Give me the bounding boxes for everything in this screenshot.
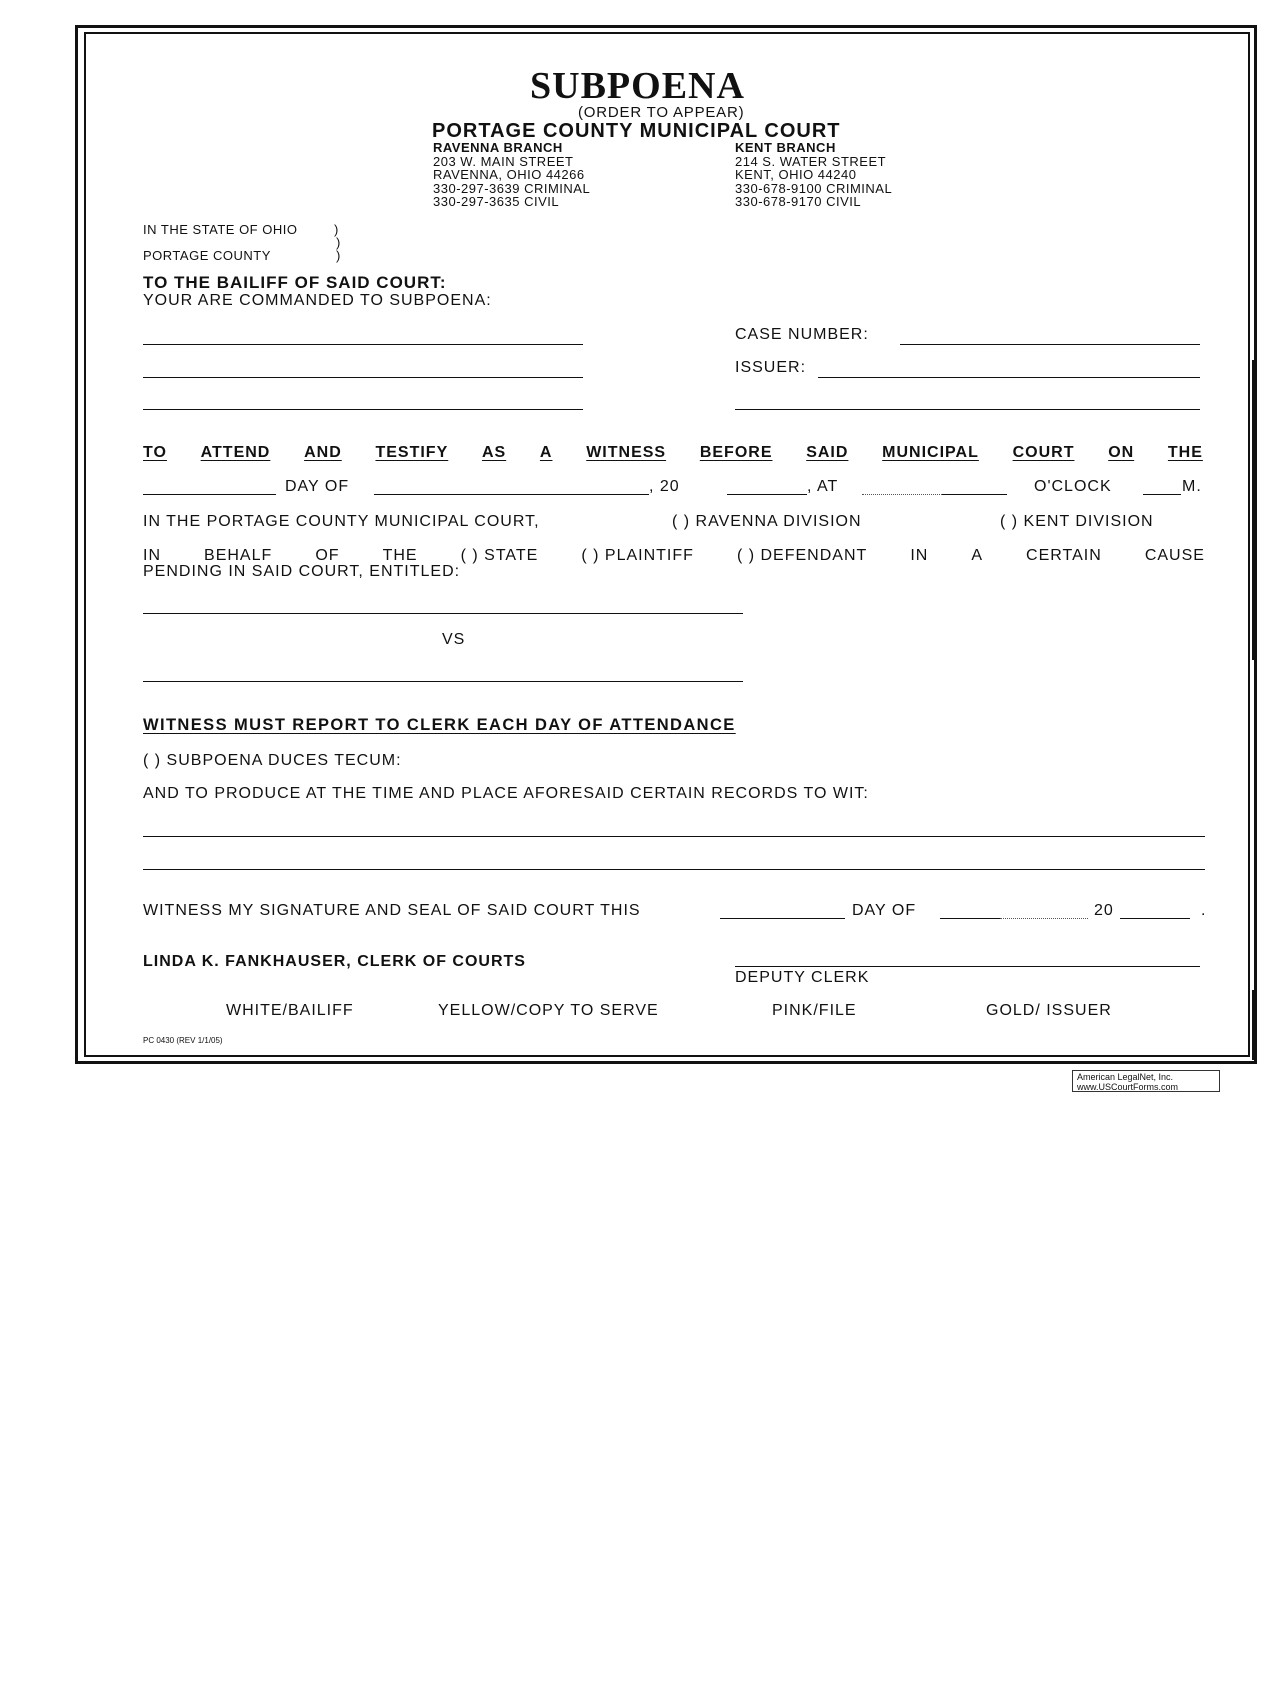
attend-day-field[interactable] xyxy=(143,494,276,495)
attend-word: ON xyxy=(1108,444,1135,461)
form-edge-mark-top xyxy=(1252,360,1257,660)
attend-month-field[interactable] xyxy=(374,494,649,495)
report-notice: WITNESS MUST REPORT TO CLERK EACH DAY OF ATTENDANCE xyxy=(143,716,736,734)
attend-statement xyxy=(143,444,1203,462)
copy-gold: GOLD/ ISSUER xyxy=(986,1002,1112,1019)
attend-word: BEFORE xyxy=(699,444,773,461)
attend-ampm-field[interactable] xyxy=(1143,494,1181,495)
signature-period: . xyxy=(1201,902,1207,919)
behalf-word: A xyxy=(971,547,984,564)
attend-word: SAID xyxy=(806,444,849,461)
attend-word: AS xyxy=(481,444,507,461)
attend-word: COURT xyxy=(1012,444,1075,461)
kent-civil-phone: 330-678-9170 CIVIL xyxy=(735,194,862,209)
attend-word: TESTIFY xyxy=(375,444,449,461)
attend-word: TO xyxy=(143,444,167,461)
behalf-word: CAUSE xyxy=(1144,547,1205,564)
attend-time-field[interactable] xyxy=(942,494,1007,495)
case-caption-defendant-line[interactable] xyxy=(143,681,743,682)
venue-state: IN THE STATE OF OHIO xyxy=(143,222,298,237)
behalf-word: IN xyxy=(143,547,161,564)
pending-text: PENDING IN SAID COURT, ENTITLED: xyxy=(143,563,461,580)
signature-year-field[interactable] xyxy=(1120,918,1190,919)
clerk-name: LINDA K. FANKHAUSER, CLERK OF COURTS xyxy=(143,953,526,970)
case-number-label: CASE NUMBER: xyxy=(735,326,869,343)
behalf-word: OF xyxy=(315,547,340,564)
attend-word: ATTEND xyxy=(200,444,271,461)
attend-word: WITNESS xyxy=(586,444,667,461)
venue-paren-3: ) xyxy=(336,248,341,263)
produce-records-text: AND TO PRODUCE AT THE TIME AND PLACE AFORESAID CERTAIN RECORDS TO WIT: xyxy=(143,785,869,802)
issuer-field-line-2[interactable] xyxy=(735,409,1200,410)
defendant-checkbox[interactable]: ( ) DEFENDANT xyxy=(736,547,868,564)
signature-month-field-dotted[interactable] xyxy=(1000,918,1088,919)
records-line-1[interactable] xyxy=(143,836,1205,837)
command-text: YOUR ARE COMMANDED TO SUBPOENA: xyxy=(143,292,492,309)
case-caption-plaintiff-line[interactable] xyxy=(143,613,743,614)
kent-division-checkbox[interactable]: ( ) KENT DIVISION xyxy=(1000,513,1154,530)
vendor-stamp xyxy=(1072,1070,1220,1092)
attend-word: AND xyxy=(304,444,342,461)
ravenna-branch-name: RAVENNA BRANCH xyxy=(433,140,563,155)
attend-year-field[interactable] xyxy=(727,494,807,495)
attend-year-prefix: , 20 xyxy=(649,478,680,495)
ravenna-city: RAVENNA, OHIO 44266 xyxy=(433,167,585,182)
case-number-field[interactable] xyxy=(900,344,1200,345)
document-title: SUBPOENA xyxy=(530,65,745,107)
signature-month-field[interactable] xyxy=(940,918,1000,919)
attend-day-of-label: DAY OF xyxy=(285,478,350,495)
vendor-name: American LegalNet, Inc. xyxy=(1077,1072,1174,1082)
venue-paren-1: ) xyxy=(334,222,339,237)
attend-oclock-label: O'CLOCK xyxy=(1034,478,1112,495)
kent-address: 214 S. WATER STREET xyxy=(735,153,887,169)
issuer-field[interactable] xyxy=(818,377,1200,378)
witness-name-line-3[interactable] xyxy=(143,409,583,410)
attend-word: THE xyxy=(1167,444,1203,461)
form-edge-mark-bottom xyxy=(1252,990,1257,1060)
signature-day-of-label: DAY OF xyxy=(852,902,917,919)
deputy-clerk-signature-line[interactable] xyxy=(735,966,1200,967)
kent-branch-name: KENT BRANCH xyxy=(735,140,836,155)
command-heading: TO THE BAILIFF OF SAID COURT: xyxy=(143,273,447,292)
copy-pink: PINK/FILE xyxy=(772,1002,857,1019)
document-subtitle: (ORDER TO APPEAR) xyxy=(578,104,745,121)
behalf-word: IN xyxy=(910,547,929,564)
versus-label: VS xyxy=(442,631,466,648)
ravenna-address: 203 W. MAIN STREET xyxy=(433,153,574,169)
attend-time-field-dotted[interactable] xyxy=(862,494,942,495)
signature-text: WITNESS MY SIGNATURE AND SEAL OF SAID COURT THIS xyxy=(143,902,641,919)
records-line-2[interactable] xyxy=(143,869,1205,870)
behalf-word: THE xyxy=(382,547,418,564)
witness-name-line-2[interactable] xyxy=(143,377,583,378)
ravenna-division-checkbox[interactable]: ( ) RAVENNA DIVISION xyxy=(672,513,862,530)
plaintiff-checkbox[interactable]: ( ) PLAINTIFF xyxy=(581,547,694,564)
behalf-word: CERTAIN xyxy=(1026,547,1102,564)
ravenna-criminal-phone: 330-297-3639 CRIMINAL xyxy=(433,180,591,196)
kent-criminal-phone: 330-678-9100 CRIMINAL xyxy=(735,180,893,196)
witness-name-line-1[interactable] xyxy=(143,344,583,345)
ravenna-branch-block xyxy=(433,141,590,209)
copy-white: WHITE/BAILIFF xyxy=(226,1002,354,1019)
ravenna-civil-phone: 330-297-3635 CIVIL xyxy=(433,194,560,209)
copy-yellow: YELLOW/COPY TO SERVE xyxy=(438,1002,659,1019)
issuer-label: ISSUER: xyxy=(735,359,807,376)
deputy-clerk-label: DEPUTY CLERK xyxy=(735,969,870,986)
venue-paren-2: ) xyxy=(336,235,341,250)
signature-day-field[interactable] xyxy=(720,918,845,919)
attend-word: MUNICIPAL xyxy=(882,444,979,461)
duces-tecum-checkbox[interactable]: ( ) SUBPOENA DUCES TECUM: xyxy=(143,752,402,769)
attend-word: A xyxy=(539,444,553,461)
signature-year-prefix: 20 xyxy=(1094,902,1114,919)
behalf-word: BEHALF xyxy=(204,547,273,564)
court-name: PORTAGE COUNTY MUNICIPAL COURT xyxy=(432,120,841,142)
division-text: IN THE PORTAGE COUNTY MUNICIPAL COURT, xyxy=(143,513,540,530)
state-checkbox[interactable]: ( ) STATE xyxy=(460,547,539,564)
vendor-url[interactable]: www.USCourtForms.com xyxy=(1077,1082,1179,1092)
attend-at-label: , AT xyxy=(807,478,839,495)
kent-branch-block xyxy=(735,141,892,209)
form-number: PC 0430 (REV 1/1/05) xyxy=(143,1036,223,1045)
venue-county: PORTAGE COUNTY xyxy=(143,248,271,263)
kent-city: KENT, OHIO 44240 xyxy=(735,167,857,182)
attend-m-label: M. xyxy=(1182,478,1202,495)
